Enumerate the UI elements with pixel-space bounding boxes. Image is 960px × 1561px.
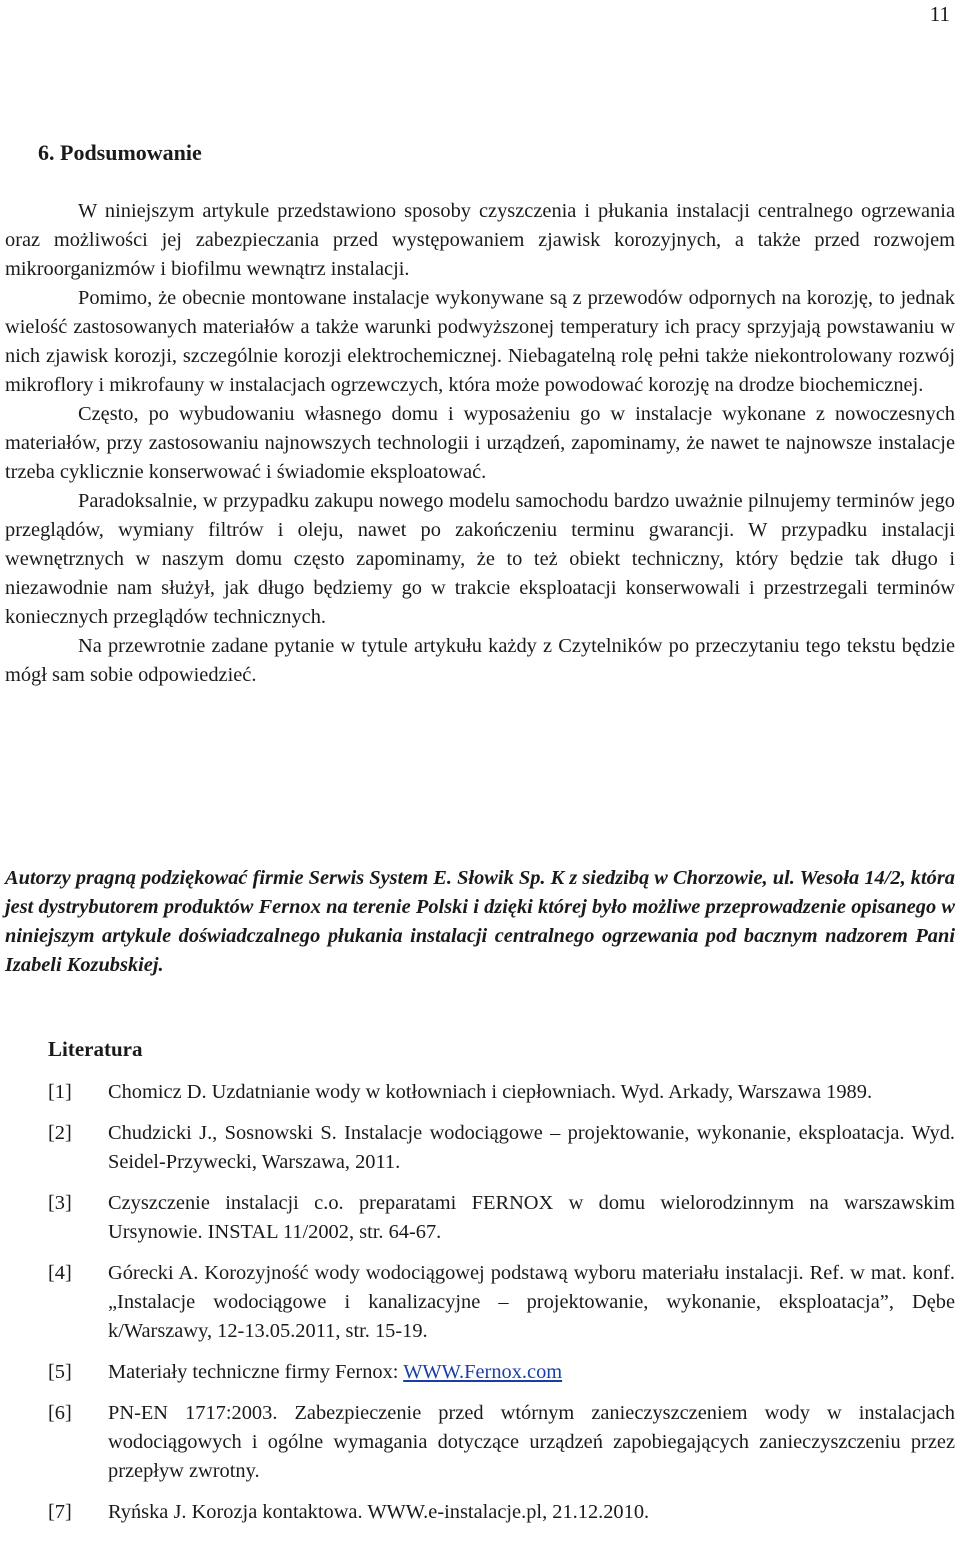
reference-number: [1]: [48, 1081, 72, 1103]
fernox-link[interactable]: WWW.Fernox.com: [403, 1361, 563, 1383]
reference-item: [48, 1399, 955, 1486]
reference-number: [3]: [48, 1192, 72, 1214]
paragraph-conclusion: Na przewrotnie zadane pytanie w tytule artykułu każdy z Czytelników po przeczytaniu tego tekstu będzie mógł sam sobie odpowiedzieć.: [5, 635, 955, 686]
paragraph-intro: W niniejszym artykule przedstawiono sposoby czyszczenia i płukania instalacji centralnego ogrzewania oraz możliwości jej zabezpieczania przed występowaniem zjawisk korozyjnych, a także przed rozwojem mikroorganizmów i biofilmu wewnątrz instalacji.: [5, 200, 955, 280]
reference-item: [48, 1259, 955, 1346]
reference-number: [5]: [48, 1361, 72, 1383]
paragraph-car-analogy: Paradoksalnie, w przypadku zakupu nowego modelu samochodu bardzo uważnie pilnujemy terminów jego przeglądów, wymiany filtrów i oleju, nawet po zakończeniu terminu gwarancji. W przypadku instalacji wewnętrznych w naszym domu często zapominamy, że to też obiekt techniczny, który będzie tak długo i niezawodnie nam służył, jak długo będziemy go w trakcie eksploatacji konserwowali i przestrzegali terminów koniecznych przeglądów technicznych.: [5, 490, 955, 628]
reference-text: Ryńska J. Korozja kontaktowa. WWW.e-instalacje.pl, 21.12.2010.: [108, 1501, 650, 1523]
reference-number: [4]: [48, 1262, 72, 1284]
paragraph-corrosion: Pomimo, że obecnie montowane instalacje wykonywane są z przewodów odpornych na korozję, to jednak wielość zastosowanych materiałów a także warunki podwyższonej temperatury ich pracy sprzyjają powstawaniu w nich zjawisk korozji, szczególnie korozji elektrochemicznej. Niebagatelną rolę pełni także niekontrolowany rozwój mikroflory i mikrofauny w instalacjach ogrzewczych, która może powodować korozję na drodze biochemicznej.: [5, 287, 955, 396]
summary-body: [5, 197, 955, 690]
reference-list: [48, 1078, 955, 1539]
literature-title: Literatura: [48, 1037, 143, 1061]
reference-item: [48, 1078, 955, 1107]
reference-item: [48, 1189, 955, 1247]
reference-text: Górecki A. Korozyjność wody wodociągowej podstawą wyboru materiału instalacji. Ref. w mat. konf. „Instalacje wodociągowe i kanalizacyjne – projektowanie, wykonanie, eksploatacja”, Dębe k/Warszawy, 12-13.05.2011, str. 15-19.: [108, 1262, 955, 1342]
reference-item: [48, 1498, 955, 1527]
reference-item: [48, 1358, 955, 1387]
paragraph-maintenance: Często, po wybudowaniu własnego domu i wyposażeniu go w instalacje wykonane z nowoczesnych materiałów, przy zastosowaniu najnowszych technologii i urządzeń, zapominamy, że nawet te najnowsze instalacje trzeba cyklicznie konserwować i świadomie eksploatować.: [5, 403, 955, 483]
reference-number: [7]: [48, 1501, 72, 1523]
reference-item: [48, 1119, 955, 1177]
section-heading: 6. Podsumowanie: [38, 140, 202, 165]
acknowledgement: Autorzy pragną podziękować firmie Serwis System E. Słowik Sp. K z siedzibą w Chorzowie, ul. Wesoła 14/2, która jest dystrybutorem produktów Fernox na terenie Polski i dzięki której było możliwe przeprowadzenie opisanego w niniejszym artykule doświadczalnego płukania instalacji centralnego ogrzewania pod bacznym nadzorem Pani Izabeli Kozubskiej.: [5, 867, 955, 976]
reference-text: Chudzicki J., Sosnowski S. Instalacje wodociągowe – projektowanie, wykonanie, eksploatacja. Wyd. Seidel-Przywecki, Warszawa, 2011.: [108, 1122, 955, 1173]
reference-number: [6]: [48, 1402, 72, 1424]
reference-number: [2]: [48, 1122, 72, 1144]
reference-text: Chomicz D. Uzdatnianie wody w kotłowniach i ciepłowniach. Wyd. Arkady, Warszawa 1989.: [108, 1081, 873, 1103]
page-number: 11: [929, 2, 950, 26]
reference-text: Materiały techniczne firmy Fernox:: [108, 1361, 404, 1383]
reference-text-container: [108, 1358, 955, 1387]
reference-text: Czyszczenie instalacji c.o. preparatami FERNOX w domu wielorodzinnym na warszawskim Ursynowie. INSTAL 11/2002, str. 64-67.: [108, 1192, 955, 1243]
reference-text: PN-EN 1717:2003. Zabezpieczenie przed wtórnym zanieczyszczeniem wody w instalacjach wodociągowych i ogólne wymagania dotyczące urządzeń zapobiegających zanieczyszczeniu przez przepływ zwrotny.: [108, 1402, 955, 1482]
